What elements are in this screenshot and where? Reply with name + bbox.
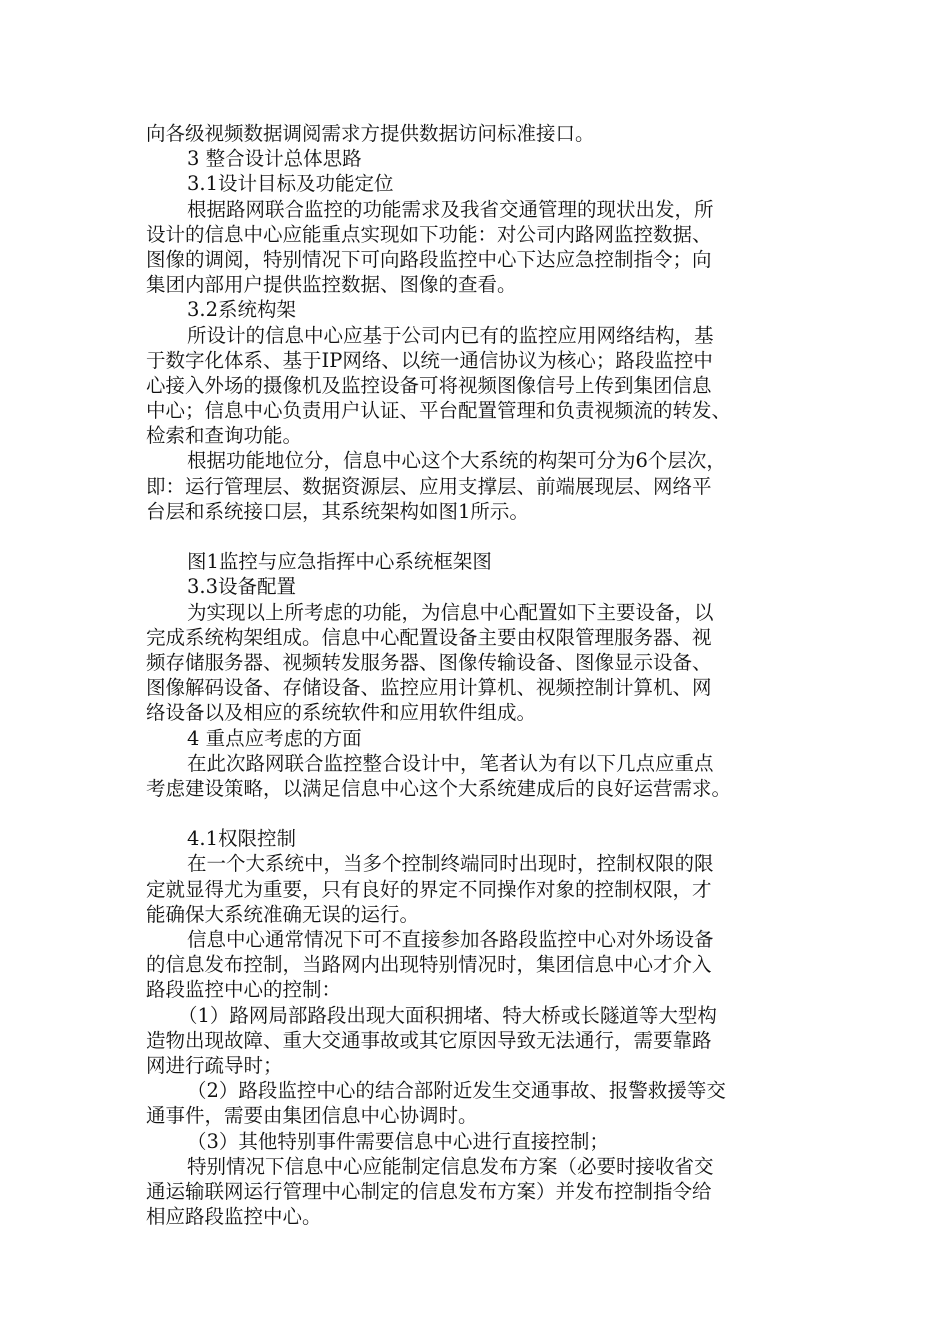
text-line: 路段监控中心的控制：	[146, 978, 342, 1002]
text-line: 在一个大系统中，当多个控制终端同时出现时，控制权限的限	[187, 852, 714, 876]
text-line: 根据路网联合监控的功能需求及我省交通管理的现状出发，所	[187, 197, 714, 221]
text-line: 设计的信息中心应能重点实现如下功能：对公司内路网监控数据、	[146, 222, 712, 246]
blank-line	[146, 524, 808, 549]
text-line: 向各级视频数据调阅需求方提供数据访问标准接口。	[146, 122, 595, 145]
text-line: 台层和系统接口层，其系统架构如图1所示。	[146, 499, 529, 523]
text-line: 图像解码设备、存储设备、监控应用计算机、视频控制计算机、网	[146, 676, 712, 700]
text-line: 所设计的信息中心应基于公司内已有的监控应用网络结构，基	[187, 323, 714, 347]
text-line: 完成系统构架组成。信息中心配置设备主要由权限管理服务器、视	[146, 625, 712, 649]
text-line: 心接入外场的摄像机及监控设备可将视频图像信号上传到集团信息	[146, 373, 712, 397]
text-line: 根据功能地位分，信息中心这个大系统的构架可分为6个层次，	[187, 449, 726, 473]
list-item-3: （3）其他特别事件需要信息中心进行直接控制；	[187, 1129, 609, 1153]
text-line: 为实现以上所考虑的功能，为信息中心配置如下主要设备，以	[187, 600, 714, 624]
text-line: 中心；信息中心负责用户认证、平台配置管理和负责视频流的转发、	[146, 399, 732, 423]
text-line: 通事件，需要由集团信息中心协调时。	[146, 1104, 478, 1128]
text-line: 特别情况下信息中心应能制定信息发布方案（必要时接收省交	[187, 1154, 714, 1178]
subsection-heading-3-1: 3.1设计目标及功能定位	[187, 172, 394, 196]
text-line: 相应路段监控中心。	[146, 1205, 322, 1229]
text-line: 能确保大系统准确无误的运行。	[146, 902, 420, 926]
subsection-heading-3-2: 3.2系统构架	[187, 298, 297, 322]
text-line: 即：运行管理层、数据资源层、应用支撑层、前端展现层、网络平	[146, 474, 712, 498]
text-line: 于数字化体系、基于IP网络、以统一通信协议为核心；路段监控中	[146, 348, 713, 372]
text-line: 频存储服务器、视频转发服务器、图像传输设备、图像显示设备、	[146, 650, 712, 674]
section-heading-3: 3 整合设计总体思路	[187, 147, 362, 171]
list-item-2: （2）路段监控中心的结合部附近发生交通事故、报警救援等交	[187, 1079, 726, 1103]
text-line: 考虑建设策略，以满足信息中心这个大系统建成后的良好运营需求。	[146, 776, 732, 800]
figure-caption: 图1监控与应急指挥中心系统框架图	[187, 550, 492, 574]
text-line: 图像的调阅，特别情况下可向路段监控中心下达应急控制指令；向	[146, 247, 712, 271]
text-line: 络设备以及相应的系统软件和应用软件组成。	[146, 701, 537, 725]
subsection-heading-4-1: 4.1权限控制	[187, 827, 297, 851]
text-line: 造物出现故障、重大交通事故或其它原因导致无法通行，需要靠路	[146, 1028, 712, 1052]
text-line: 集团内部用户提供监控数据、图像的查看。	[146, 273, 517, 297]
text-line: 通运输联网运行管理中心制定的信息发布方案）并发布控制指令给	[146, 1179, 712, 1203]
blank-line	[146, 801, 808, 826]
text-line: 信息中心通常情况下可不直接参加各路段监控中心对外场设备	[187, 928, 714, 951]
text-line: 网进行疏导时；	[146, 1053, 283, 1077]
text-line: 的信息发布控制，当路网内出现特别情况时，集团信息中心才介入	[146, 953, 712, 977]
text-line: 定就显得尤为重要，只有良好的界定不同操作对象的控制权限，才	[146, 877, 712, 901]
text-line: 在此次路网联合监控整合设计中，笔者认为有以下几点应重点	[187, 751, 714, 775]
document-body	[146, 121, 808, 1229]
text-line: 检索和查询功能。	[146, 424, 303, 448]
subsection-heading-3-3: 3.3设备配置	[187, 575, 297, 599]
list-item-1: （1）路网局部路段出现大面积拥堵、特大桥或长隧道等大型构	[178, 1003, 717, 1027]
section-heading-4: 4 重点应考虑的方面	[187, 726, 362, 750]
